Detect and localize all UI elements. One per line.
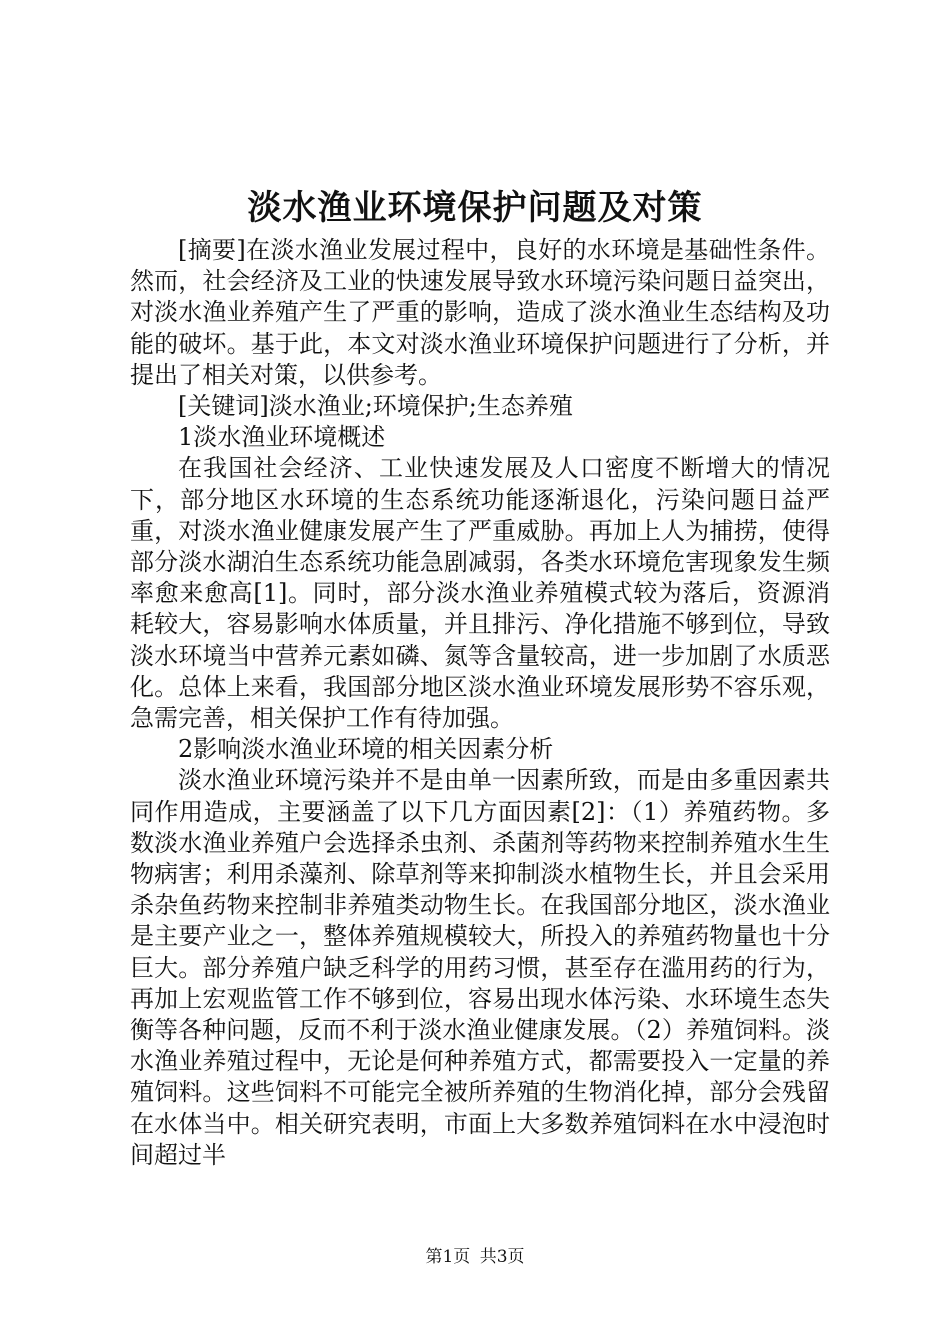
abstract-paragraph: [摘要]在淡水渔业发展过程中，良好的水环境是基础性条件。然而，社会经济及工业的快速发展导致水环境污染问题日益突出，对淡水渔业养殖产生了严重的影响，造成了淡水渔业生态结构及功能的破坏。基于此，本文对淡水渔业环境保护问题进行了分析，并提出了相关对策，以供参考。 (130, 236, 830, 389)
document-title: 淡水渔业环境保护问题及对策 (247, 188, 703, 228)
page-number: 第1页 (425, 1247, 471, 1267)
page-footer (0, 1246, 950, 1268)
page-total: 共3页 (479, 1247, 525, 1267)
section-heading-1: 1淡水渔业环境概述 (178, 423, 386, 452)
section-heading-2: 2影响淡水渔业环境的相关因素分析 (178, 735, 554, 764)
body-paragraph: 在我国社会经济、工业快速发展及人口密度不断增大的情况下，部分地区水环境的生态系统功能逐渐退化，污染问题日益严重，对淡水渔业健康发展产生了严重威胁。再加上人为捕捞，使得部分淡水湖泊生态系统功能急剧减弱，各类水环境危害现象发生频率愈来愈高[1]。同时，部分淡水渔业养殖模式较为落后，资源消耗较大，容易影响水体质量，并且排污、净化措施不够到位，导致淡水环境当中营养元素如磷、氮等含量较高，进一步加剧了水质恶化。总体上来看，我国部分地区淡水渔业环境发展形势不容乐观，急需完善，相关保护工作有待加强。 (130, 454, 830, 733)
body-paragraph: 淡水渔业环境污染并不是由单一因素所致，而是由多重因素共同作用造成，主要涵盖了以下几方面因素[2]：（1）养殖药物。多数淡水渔业养殖户会选择杀虫剂、杀菌剂等药物来控制养殖水生生物病害；利用杀藻剂、除草剂等来抑制淡水植物生长，并且会采用杀杂鱼药物来控制非养殖类动物生长。在我国部分地区，淡水渔业是主要产业之一，整体养殖规模较大，所投入的养殖药物量也十分巨大。部分养殖户缺乏科学的用药习惯，甚至存在滥用药的行为，再加上宏观监管工作不够到位，容易出现水体污染、水环境生态失衡等各种问题，反而不利于淡水渔业健康发展。（2）养殖饲料。淡水渔业养殖过程中，无论是何种养殖方式，都需要投入一定量的养殖饲料。这些饲料不可能完全被所养殖的生物消化掉，部分会残留在水体当中。相关研究表明，市面上大多数养殖饲料在水中浸泡时间超过半 (130, 766, 830, 1169)
keywords-paragraph: [关键词]淡水渔业;环境保护;生态养殖 (178, 392, 573, 421)
document-body (130, 235, 830, 1171)
